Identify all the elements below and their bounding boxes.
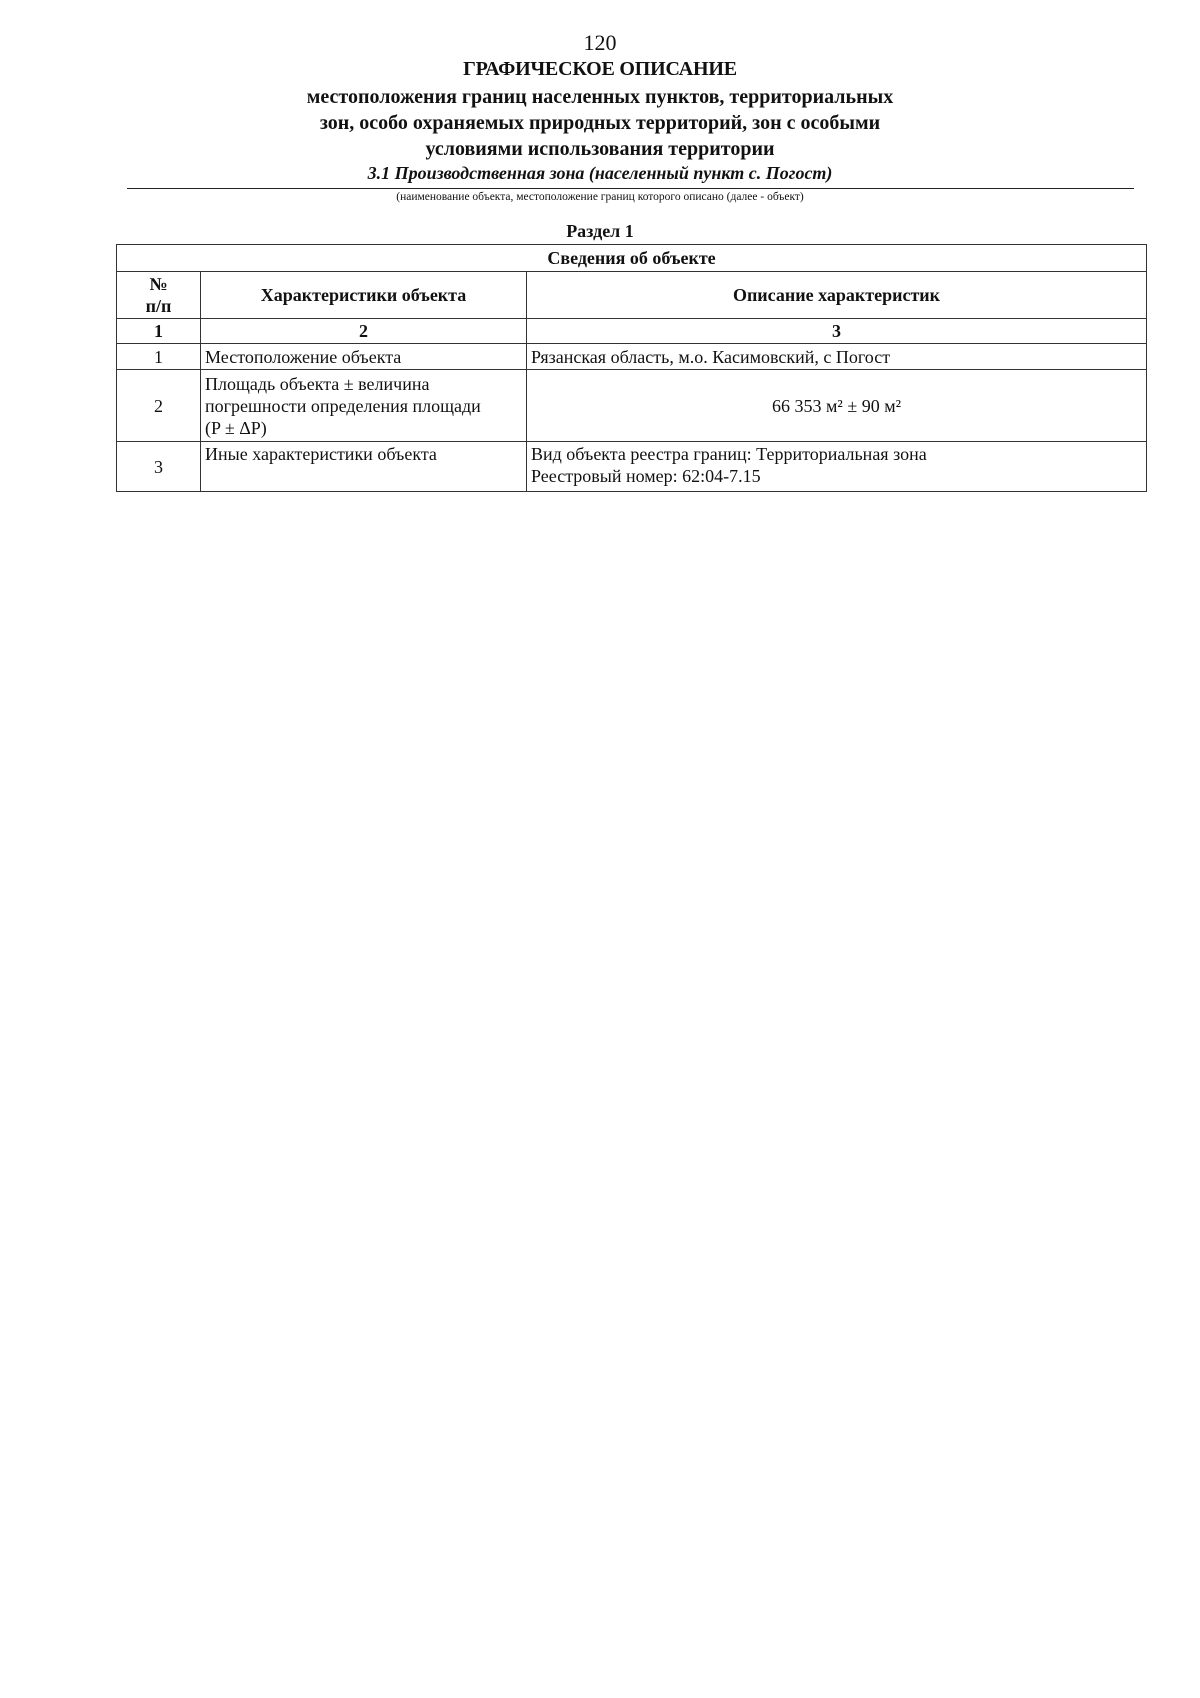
column-number: 2 [201, 319, 527, 344]
header-num-line: п/п [145, 296, 172, 316]
table-header-row [117, 272, 1147, 319]
page-number: 120 [583, 30, 617, 55]
table-row [117, 442, 1147, 492]
subtitle-line: местоположения границ населенных пунктов, территориальных [306, 86, 894, 108]
subtitle-line: зон, особо охраняемых природных территорий, зон с особыми [319, 112, 881, 134]
row-description [527, 442, 1147, 492]
description-line: Реестровый номер: 62:04-7.15 [531, 466, 761, 486]
row-index: 2 [117, 370, 201, 442]
header-characteristic: Характеристики объекта [201, 272, 527, 319]
table-row [117, 344, 1147, 370]
header-num [117, 272, 201, 319]
characteristic-line: (P ± ΔP) [205, 417, 267, 438]
object-name-caption: (наименование объекта, местоположение границ которого описано (далее - объект) [396, 191, 804, 203]
row-description: Рязанская область, м.о. Касимовский, с Погост [527, 344, 1147, 370]
row-description: 66 353 м² ± 90 м² [527, 370, 1147, 442]
row-index: 3 [117, 442, 201, 492]
row-index: 1 [117, 344, 201, 370]
row-characteristic: Иные характеристики объекта [201, 442, 527, 492]
document-subtitle [0, 84, 1200, 162]
section-title: Раздел 1 [566, 221, 634, 241]
object-info-table [116, 244, 1147, 492]
column-number: 1 [117, 319, 201, 344]
header-description: Описание характеристик [527, 272, 1147, 319]
table-group-header: Сведения об объекте [117, 245, 1147, 272]
table-row [117, 370, 1147, 442]
characteristic-line: погрешности определения площади [205, 395, 481, 416]
row-characteristic [201, 370, 527, 442]
column-number: 3 [527, 319, 1147, 344]
header-num-line: № [149, 274, 168, 294]
row-characteristic: Местоположение объекта [201, 344, 527, 370]
characteristic-line: Площадь объекта ± величина [205, 373, 430, 394]
object-name: 3.1 Производственная зона (населенный пункт с. Погост) [367, 163, 833, 183]
object-name-underline [127, 188, 1134, 189]
document-title: ГРАФИЧЕСКОЕ ОПИСАНИЕ [463, 58, 737, 80]
subtitle-line: условиями использования территории [425, 138, 775, 160]
column-number-row [117, 319, 1147, 344]
description-line: Вид объекта реестра границ: Территориальная зона [531, 444, 927, 464]
